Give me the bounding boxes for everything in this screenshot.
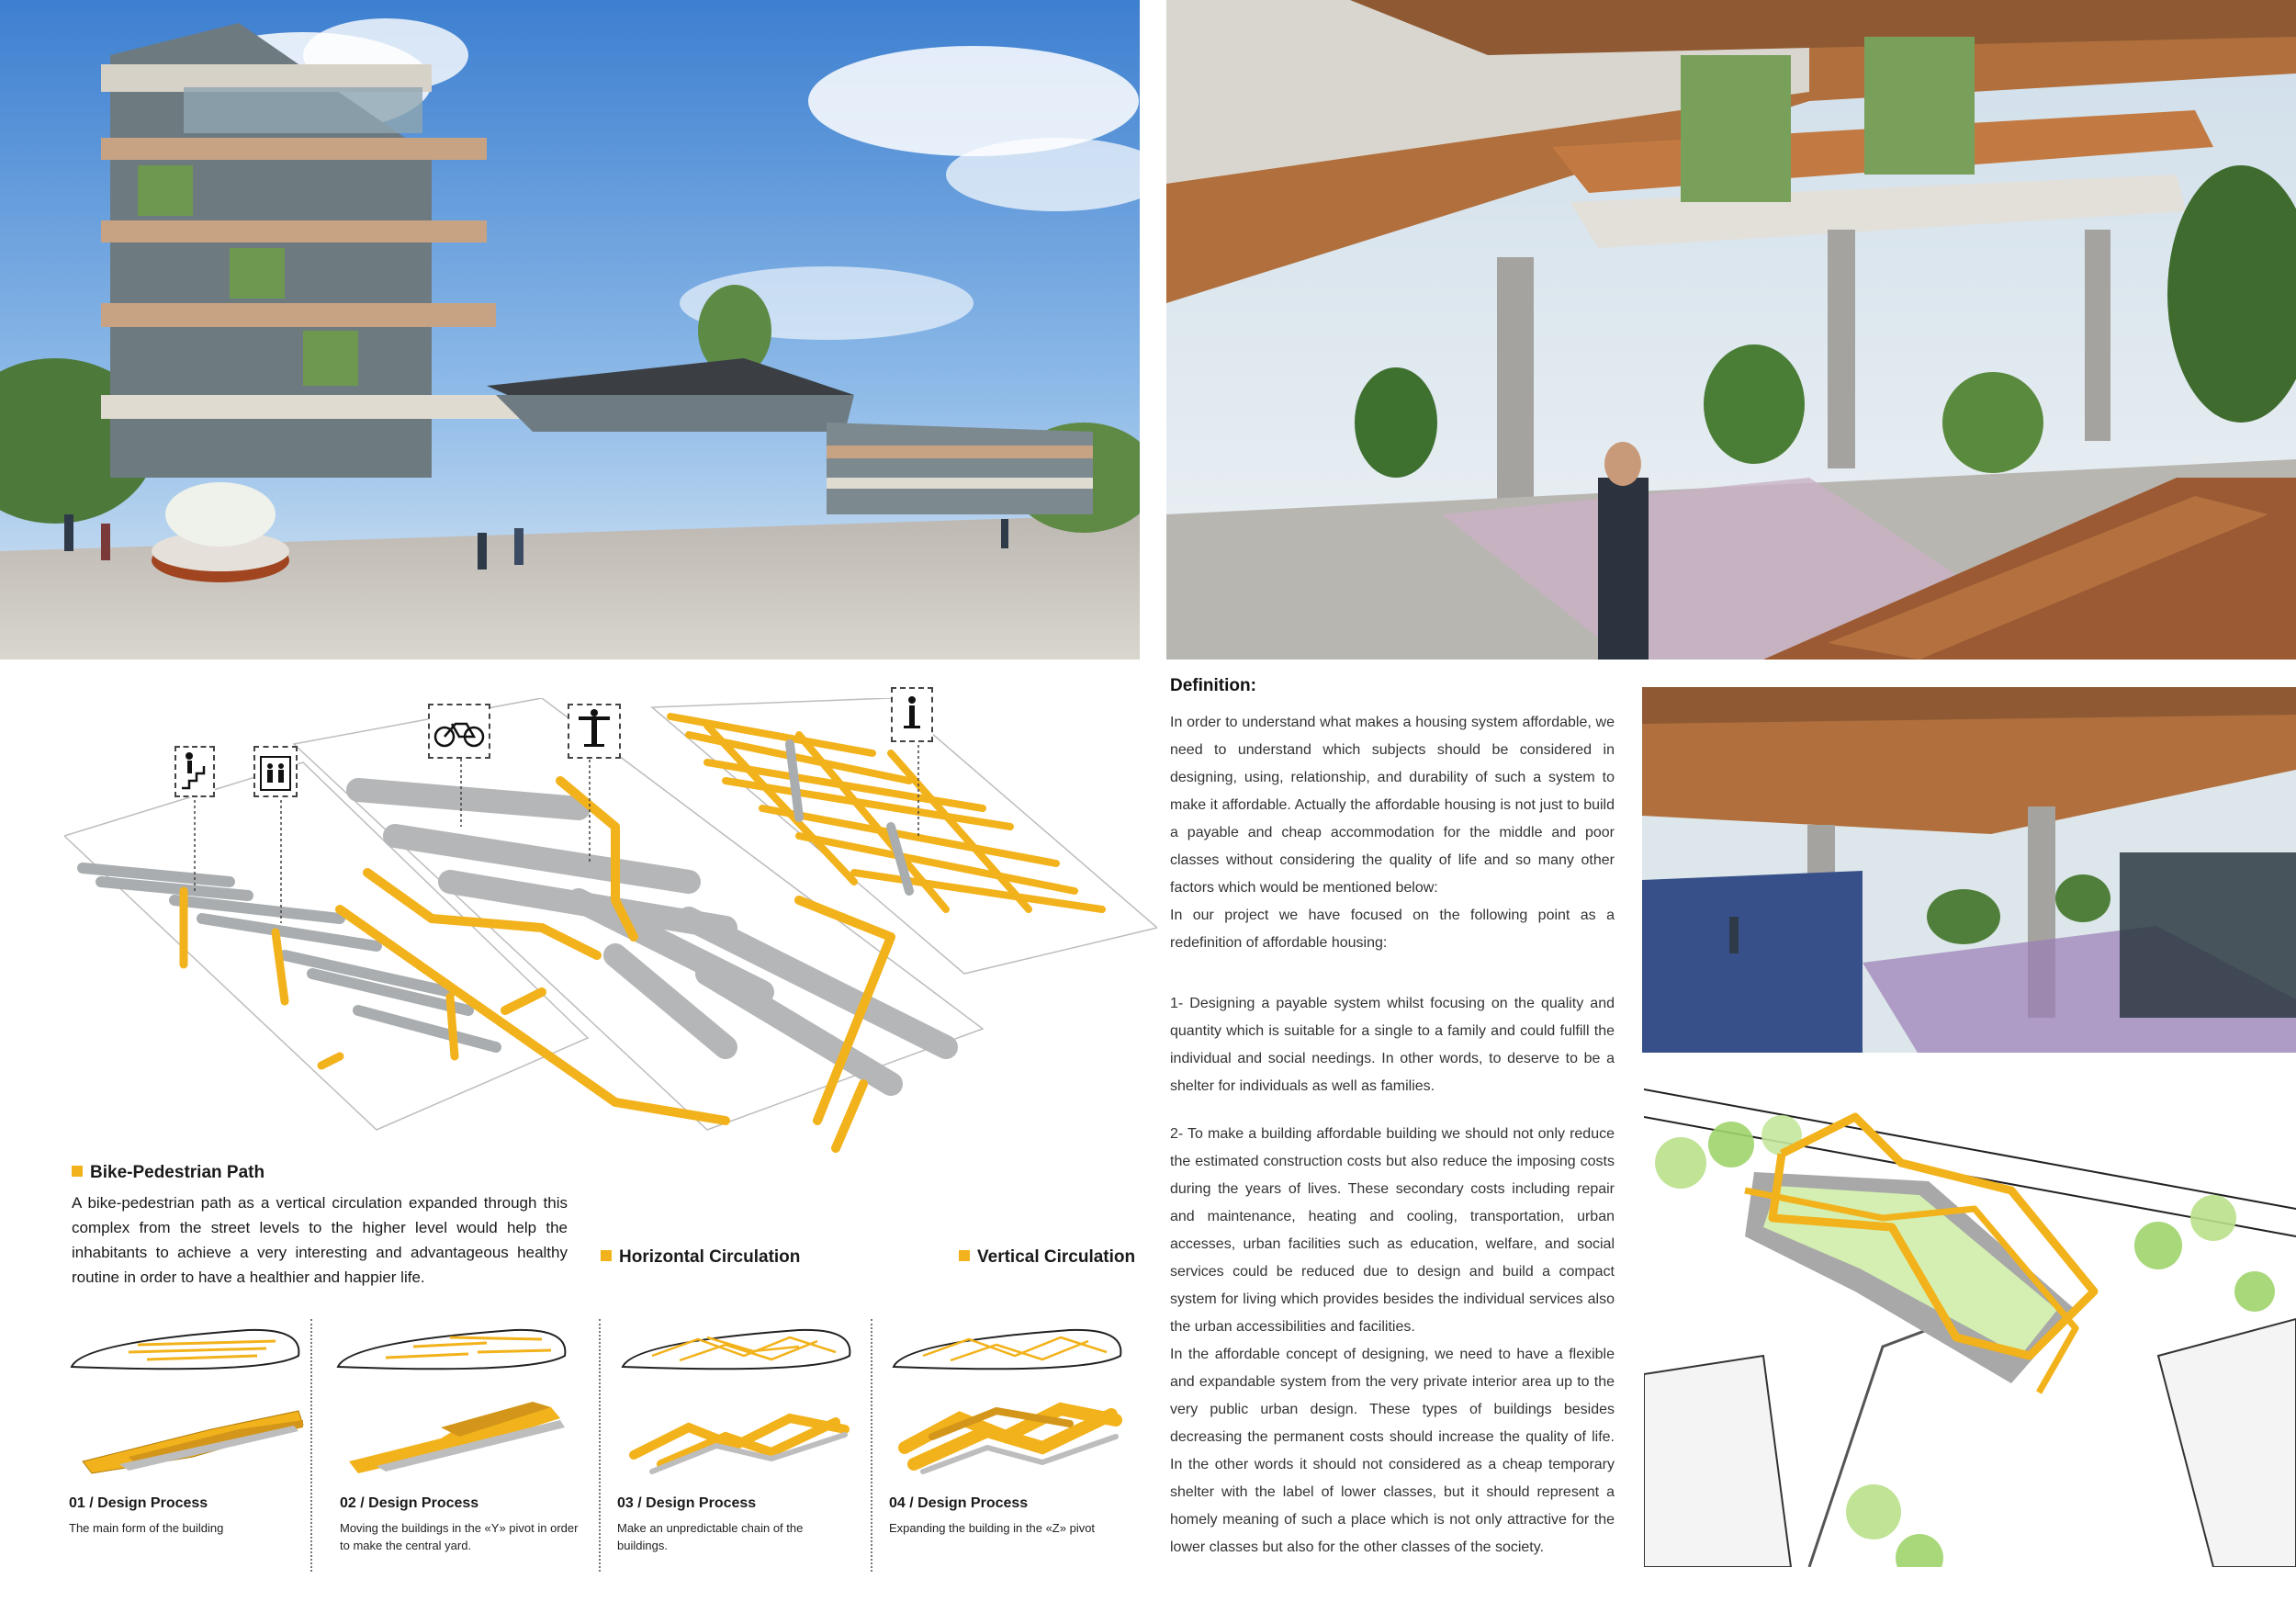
legend-horizontal (601, 1247, 800, 1268)
stairs-icon (174, 746, 215, 797)
design-process-strip (64, 1319, 1148, 1576)
process-text: Make an unpredictable chain of the buildings. (617, 1521, 804, 1552)
interior-render (1642, 687, 2296, 1053)
exterior-render (0, 0, 1140, 660)
process-title: 02 / Design Process (340, 1495, 479, 1511)
process-text: The main form of the building (69, 1521, 224, 1535)
process-title: 04 / Design Process (889, 1495, 1029, 1511)
process-text: Expanding the building in the «Z» pivot (889, 1521, 1096, 1535)
definition-paragraph: 1- Designing a payable system whilst focusing on the quality and quantity which is suitable for a single to a family and could fulfill the individual and social needings. In other words, to deserve to be a shelter for individuals as well as families. (1170, 996, 1615, 1094)
legend-swatch (601, 1250, 612, 1261)
definition-paragraph: In order to understand what makes a housing system affordable, we need to understand which subjects should be considered in designing, using, relationship, and durability of such a system to make it affordable. Actually the affordable housing is not just to build a payable and cheap accommodation for the middle and poor classes without considering the quality of life and so many other factors which would be mentioned below: (1170, 715, 1615, 896)
site-plan (1644, 1080, 2296, 1567)
courtyard-render (1166, 0, 2296, 660)
process-title: 03 / Design Process (617, 1495, 757, 1511)
definition-body (1170, 709, 1615, 1562)
stand-icon (891, 687, 933, 742)
legend-vertical (959, 1247, 1135, 1268)
pedestrian-lift-icon (568, 704, 621, 759)
definition-paragraph: In the affordable concept of designing, we need to have a flexible and expandable system from the very private interior area up to the very public urban design. These types of buildings besides decreasing the permanent costs should increase the quality of life. In the other words it should not considered as a cheap temporary shelter with the label of lower classes, but it should represent a homely meaning of such a place which is not only attractive for the lower classes but also for the other classes of the society. (1170, 1347, 1615, 1555)
legend-label: Bike-Pedestrian Path (90, 1163, 265, 1182)
bike-path-description: A bike-pedestrian path as a vertical circulation expanded through this complex from the street levels to the higher level would help the inhabitants to achieve a very interesting and advantageous healthy routine in order to have a healthier and happier life. (72, 1194, 568, 1286)
definition-title: Definition: (1170, 676, 1256, 695)
definition-paragraph: 2- To make a building affordable building we should not only reduce the estimated construction costs but also reduce the imposing costs during the years of lives. These secondary costs including repair and maintenance, heating and cooling, transportation, urban accesses, urban facilities such as education, welfare, and social services could be reduced due to design and build a compact system for living which provides besides the individual services also the urban accessibilities and facilities. (1170, 1126, 1615, 1335)
process-diagram-4 (886, 1319, 1139, 1475)
process-diagram-1 (64, 1319, 312, 1475)
bicycle-icon (428, 704, 490, 759)
process-diagram-2 (331, 1319, 579, 1475)
legend-swatch (959, 1250, 970, 1261)
divider (871, 1319, 872, 1572)
process-text: Moving the buildings in the «Y» pivot in order to make the central yard. (340, 1521, 579, 1552)
process-title: 01 / Design Process (69, 1495, 208, 1511)
divider (599, 1319, 601, 1572)
process-diagram-3 (615, 1319, 863, 1475)
elevator-icon (253, 746, 298, 797)
legend-swatch (72, 1166, 83, 1177)
legend-bike-path (72, 1163, 264, 1183)
definition-paragraph: In our project we have focused on the following point as a redefinition of affordable housing: (1170, 908, 1615, 951)
definition-section (1170, 676, 1615, 1562)
circulation-axonometric (64, 698, 1157, 1176)
legend-label: Vertical Circulation (977, 1247, 1136, 1267)
legend-label: Horizontal Circulation (619, 1247, 801, 1267)
